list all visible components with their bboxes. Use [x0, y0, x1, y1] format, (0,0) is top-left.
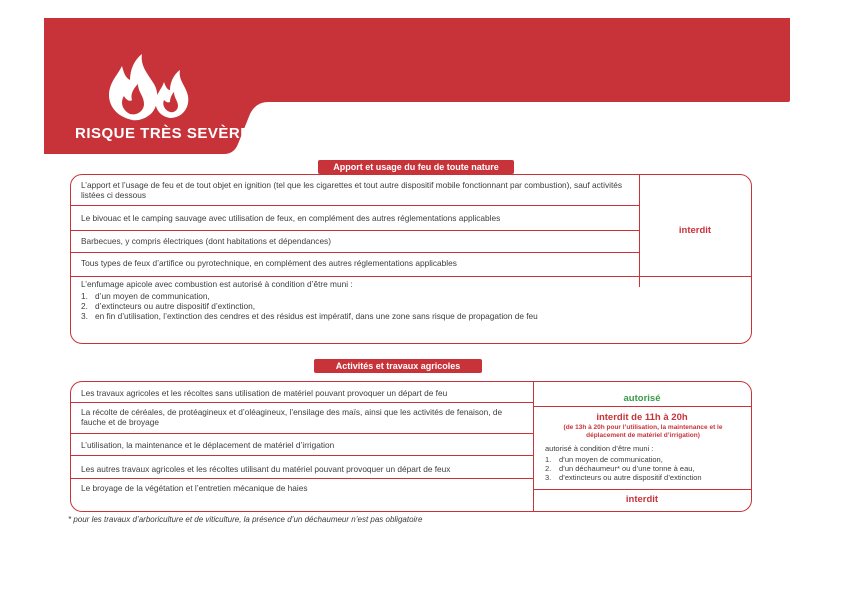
hours-note: (de 13h à 20h pour l’utilisation, la maintenance et le déplacement de matériel d’irrigation): [563, 424, 723, 439]
row-autres-travaux: Les autres travaux agricoles et les récoltes utilisant du matériel pouvant provoquer un départ de feux: [81, 464, 451, 474]
condition-block: [545, 444, 745, 482]
row-recolte-cereales: La récolte de céréales, de protéagineux et d’oléagineux, l’ensilage des maïs, ainsi que les activités de fenaison, de fauche et de broyage: [81, 407, 503, 427]
condition-item: 3. d’extincteurs ou autre dispositif d’extinction: [545, 473, 702, 482]
row-barbecues: Barbecues, y compris électriques (dont habitations et dépendances): [81, 236, 331, 246]
status-interdit-horaires: interdit de 11h à 20h: [596, 412, 688, 423]
condition-intro: autorisé à condition d’être muni :: [545, 444, 654, 453]
row-irrigation: L’utilisation, la maintenance et le déplacement de matériel d’irrigation: [81, 440, 335, 450]
enfumage-list: [81, 291, 721, 321]
section1-box: [70, 174, 752, 344]
enfumage-item: 2. d’extincteurs ou autre dispositif d’extinction,: [81, 301, 256, 311]
banner-title: RISQUE TRÈS SEVÈRE: [75, 125, 251, 142]
enfumage-block: [81, 279, 721, 321]
footnote: * pour les travaux d’arboriculture et de viticulture, la présence d’un déchaumeur n’est pas obligatoire: [68, 515, 423, 524]
section2-box: [70, 381, 752, 512]
section-tab-agricole: Activités et travaux agricoles: [314, 359, 482, 373]
status-interdit: interdit: [678, 225, 712, 236]
status-autorise: autorisé: [623, 393, 661, 404]
status-interdit-broyage: interdit: [625, 494, 659, 505]
flame-icon: [104, 54, 194, 124]
row-feux-artifice: Tous types de feux d’artifice ou pyrotechnique, en complément des autres réglementations applicables: [81, 258, 457, 268]
condition-item: 2. d’un déchaumeur* ou d’une tonne à eau,: [545, 464, 695, 473]
enfumage-item: 3. en fin d’utilisation, l’extinction des cendres et des résidus est impératif, dans une zone sans risque de propagation de feu: [81, 311, 538, 321]
row-travaux-sans-materiel: Les travaux agricoles et les récoltes sans utilisation de matériel pouvant provoquer un départ de feu: [81, 388, 448, 398]
section-tab-feu: Apport et usage du feu de toute nature: [318, 160, 514, 174]
condition-list: [545, 455, 745, 482]
enfumage-item: 1. d’un moyen de communication,: [81, 291, 210, 301]
row-bivouac: Le bivouac et le camping sauvage avec utilisation de feux, en complément des autres réglementations applicables: [81, 213, 501, 223]
row-apport: L’apport et l’usage de feu et de tout objet en ignition (tel que les cigarettes et tout autre dispositif mobile fonctionnant par combustion), sauf activités listées ci dessous: [81, 180, 623, 200]
header-banner: [44, 18, 790, 158]
row-broyage: Le broyage de la végétation et l’entretien mécanique de haies: [81, 483, 308, 493]
condition-item: 1. d’un moyen de communication,: [545, 455, 663, 464]
enfumage-intro: L’enfumage apicole avec combustion est autorisé à condition d’être muni :: [81, 279, 353, 289]
